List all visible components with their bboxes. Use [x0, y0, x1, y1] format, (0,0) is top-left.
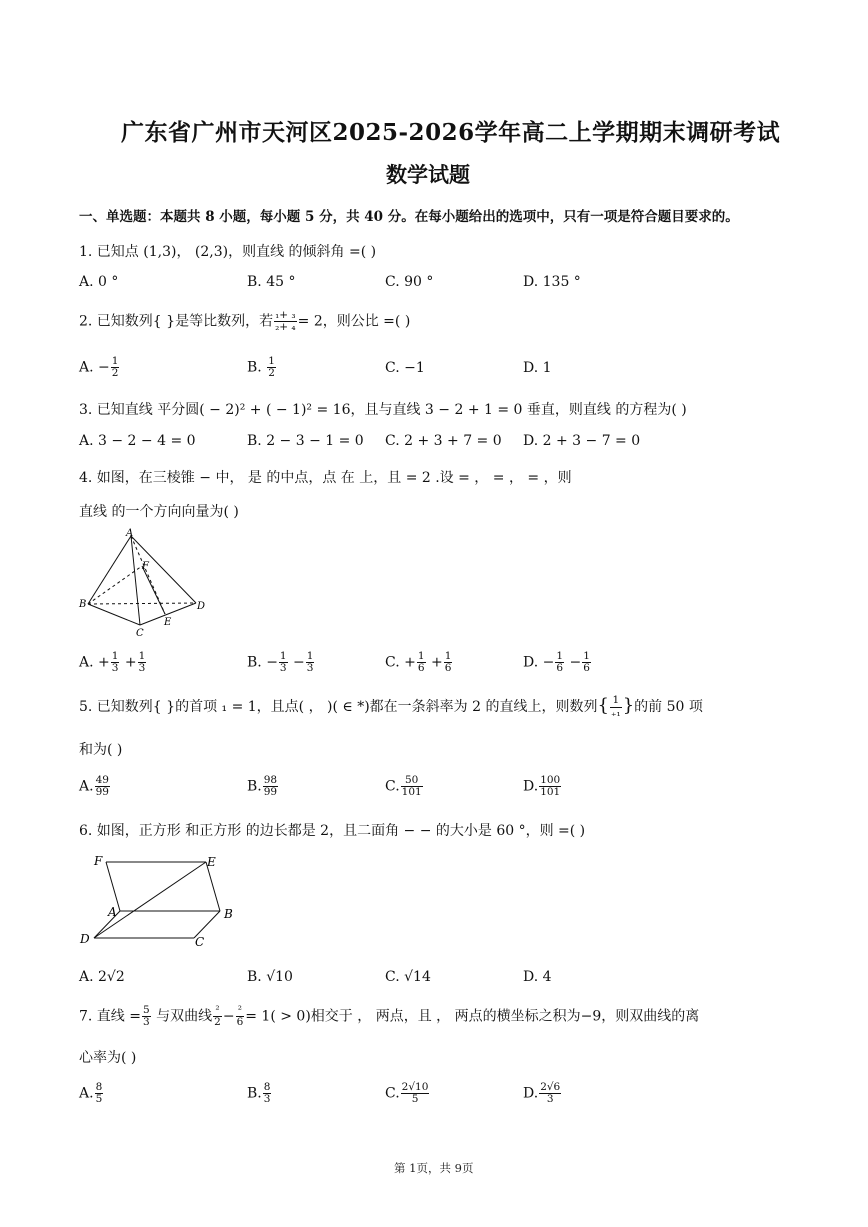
q1-option-d: D. 135 °: [523, 274, 581, 290]
q2-a-prefix: A. −: [79, 359, 110, 376]
q6-label-b: B: [224, 907, 233, 921]
question-3-stem: 3. 已知直线 平分圆( − 2)² + ( − 1)² = 16，且与直线 3 − 2 + 1 = 0 垂直，则直线 的方程为( ): [79, 402, 687, 418]
question-6-stem: 6. 如图，正方形 和正方形 的边长都是 2，且二面角 − − 的大小是 60 °，则 =( ): [79, 823, 586, 839]
q2-option-a: [79, 356, 120, 379]
q1-option-c: C. 90 °: [385, 274, 434, 290]
q6-option-b: B. √10: [247, 969, 293, 985]
q7-hyp-frac2: [236, 1005, 245, 1028]
q6-label-c: C: [195, 935, 205, 949]
q4-b-den1: 3: [279, 662, 287, 675]
q1-option-a: A. 0 °: [79, 274, 119, 290]
q4-a-num1: 1: [111, 650, 119, 662]
q7-c-prefix: C.: [385, 1085, 400, 1102]
q4-c-den1: 6: [417, 662, 425, 675]
q5-option-b: [247, 775, 279, 798]
q7-b-den: 3: [263, 1093, 271, 1106]
q5-d-num: 100: [540, 774, 561, 786]
question-7-stem-line2: 心率为( ): [79, 1050, 137, 1066]
q5-a-den: 99: [95, 786, 109, 799]
q2-a-fraction: [111, 356, 120, 379]
q7-stem-1c: −: [222, 1008, 235, 1025]
q5-option-c: [385, 775, 424, 798]
q4-c-prefix: C. +: [385, 654, 416, 671]
question-5-stem-line1: 5. 已知数列{ }的首项 ₁ = 1，且点( ， )( ∈ *)都在一条斜率为 2 的直线上，则数列{ $\frac{1}{\text{₊₁}}$ }的前 50 项: [79, 694, 703, 719]
q4-b-num2: 1: [306, 650, 314, 662]
q4-a-prefix: A. +: [79, 654, 110, 671]
q7-option-b: [247, 1082, 272, 1105]
page-footer: 第 1页，共 9页: [394, 1161, 474, 1175]
q7-a-num: 8: [95, 1081, 103, 1093]
q7-stem-1d: = 1( > 0)相交于 ， 两点，且 ， 两点的横坐标之积为−9，则双曲线的离: [245, 1008, 700, 1025]
q5-c-num: 50: [401, 775, 423, 787]
q4-a-den2: 3: [138, 662, 146, 675]
question-2-stem: [79, 310, 410, 333]
q7-option-d: [523, 1082, 562, 1105]
q7-d-num: 2√6: [540, 1081, 561, 1093]
q2-option-d: D. 1: [523, 360, 552, 376]
q4-d-num2: 1: [583, 650, 590, 662]
question-7-stem-line1: [79, 1005, 699, 1028]
q7-h-den2: 6: [236, 1016, 244, 1029]
q7-c-fraction: [401, 1082, 430, 1105]
q4-a-frac2: [138, 651, 147, 674]
q3-option-a: A. 3 − 2 − 4 = 0: [79, 433, 196, 449]
q5-c-prefix: C.: [385, 778, 400, 795]
q4-option-c: [385, 651, 453, 674]
q4-c-num1: 1: [417, 650, 425, 662]
q2-a-num: 1: [111, 355, 119, 367]
q7-b-fraction: [263, 1082, 272, 1105]
q7-c-num: 2√10: [401, 1081, 429, 1093]
q4-option-a: [79, 651, 147, 674]
q4-b-den2: 3: [306, 662, 314, 675]
q4-label-a: A: [126, 528, 134, 539]
q6-label-f: F: [94, 854, 103, 868]
q6-label-d: D: [80, 932, 90, 946]
q5-frac-den: ₊₁: [610, 706, 621, 719]
q5-a-fraction: [95, 775, 110, 798]
q5-d-fraction: [539, 775, 561, 798]
q5-fraction: [610, 695, 622, 718]
q7-k-den: 3: [143, 1016, 150, 1029]
q7-stem-1b: 与双曲线: [151, 1008, 213, 1025]
q5-b-prefix: B.: [247, 778, 262, 795]
q7-option-a: [79, 1082, 104, 1105]
q4-option-d: [523, 651, 592, 674]
q5-option-d: [523, 775, 562, 798]
question-5-stem-line2: 和为( ): [79, 742, 123, 758]
q7-c-den: 5: [411, 1093, 419, 1106]
q2-stem-a: 2. 已知数列{ }是等比数列，若: [79, 313, 274, 330]
q2-frac-num: ₁+ ₃: [275, 309, 296, 321]
q4-b-frac2: [306, 651, 315, 674]
q2-option-c: C. −1: [385, 360, 425, 376]
q3-option-d: D. 2 + 3 − 7 = 0: [523, 433, 641, 449]
question-1-stem: 1. 已知点 (1,3)， (2,3)，则直线 的倾斜角 =( ): [79, 244, 377, 260]
page-title: 广东省广州市天河区2025-2026学年高二上学期期末调研考试: [121, 119, 781, 146]
q7-b-num: 8: [263, 1081, 271, 1093]
q7-h-den1: 2: [214, 1016, 221, 1029]
q5-c-den: 101: [401, 786, 422, 799]
q4-c-frac2: [444, 651, 453, 674]
q7-d-prefix: D.: [523, 1085, 539, 1102]
q4-label-c: C: [136, 628, 144, 638]
q2-option-b: [247, 356, 277, 379]
q3-option-b: B. 2 − 3 − 1 = 0: [247, 433, 364, 449]
q5-option-a: [79, 775, 111, 798]
q4-a-den1: 3: [111, 662, 119, 675]
q7-b-prefix: B.: [247, 1085, 262, 1102]
q4-d-num1: 1: [556, 650, 564, 662]
q7-hyp-frac1: [213, 1005, 222, 1028]
q6-squares-figure: [78, 850, 238, 950]
q5-d-prefix: D.: [523, 778, 539, 795]
q4-b-prefix: B. −: [247, 654, 278, 671]
q5-b-num: 98: [263, 774, 278, 786]
q5-frac-num: 1: [610, 695, 622, 707]
q4-d-den2: 6: [583, 662, 590, 675]
q7-a-den: 5: [95, 1093, 103, 1106]
q4-d-frac2: [582, 651, 591, 674]
q4-label-e: E: [164, 617, 172, 628]
q4-label-d: D: [197, 601, 206, 612]
q7-a-fraction: [95, 1082, 104, 1105]
page-subtitle: 数学试题: [386, 162, 470, 187]
q4-b-frac1: [279, 651, 288, 674]
q2-b-num: 1: [268, 355, 275, 367]
q5-c-fraction: [401, 775, 423, 798]
q5-b-den: 99: [263, 786, 278, 799]
q7-a-prefix: A.: [79, 1085, 94, 1102]
q4-d-frac1: [555, 651, 564, 674]
q6-label-e: E: [207, 855, 216, 869]
q2-a-den: 2: [111, 367, 119, 380]
q4-label-b: B: [79, 599, 87, 610]
q3-option-c: C. 2 + 3 + 7 = 0: [385, 433, 502, 449]
question-4-stem-line2: 直线 的一个方向向量为( ): [79, 504, 239, 520]
q4-a-frac1: [111, 651, 120, 674]
q7-h-num1: ²: [213, 1005, 222, 1017]
q6-label-a: A: [108, 905, 117, 919]
q4-d-mid: −: [565, 654, 582, 671]
q6-option-a: A. 2√2: [79, 969, 125, 985]
q4-c-num2: 1: [444, 650, 452, 662]
q4-a-mid: +: [120, 654, 137, 671]
q2-b-prefix: B.: [247, 359, 267, 376]
q5-a-num: 49: [95, 774, 109, 786]
q2-b-fraction: [267, 356, 276, 379]
q5-stem-1: 5. 已知数列{ }的首项 ₁ = 1，且点( ， )( ∈ *)都在一条斜率为 2 的直线上，则数列: [79, 699, 598, 715]
q5-d-den: 101: [540, 786, 561, 799]
q4-b-mid: −: [288, 654, 305, 671]
q7-stem-1a: 7. 直线 =: [79, 1008, 141, 1025]
q7-d-fraction: [539, 1082, 561, 1105]
q4-d-den1: 6: [556, 662, 564, 675]
q2-b-den: 2: [268, 367, 275, 380]
section-heading: 一、单选题：本题共 8 小题，每小题 5 分，共 40 分。在每小题给出的选项中，只有一项是符合题目要求的。: [79, 209, 739, 225]
q6-option-d: D. 4: [523, 969, 552, 985]
q4-a-num2: 1: [138, 650, 146, 662]
q4-c-den2: 6: [444, 662, 452, 675]
q7-d-den: 3: [546, 1093, 554, 1106]
q4-tetrahedron-figure: [78, 526, 208, 638]
q4-label-f: F: [142, 561, 149, 572]
q4-c-mid: +: [426, 654, 443, 671]
q4-option-b: [247, 651, 315, 674]
q7-h-num2: ²: [236, 1005, 245, 1017]
q2-fraction: [274, 310, 297, 333]
q1-option-b: B. 45 °: [247, 274, 296, 290]
q2-frac-den: ₂+ ₄: [275, 321, 296, 334]
q4-d-prefix: D. −: [523, 654, 555, 671]
q7-k-num: 5: [143, 1004, 150, 1016]
q4-c-frac1: [417, 651, 426, 674]
q5-a-prefix: A.: [79, 778, 94, 795]
q4-b-num1: 1: [279, 650, 287, 662]
q7-option-c: [385, 1082, 430, 1105]
q2-stem-b: = 2，则公比 =( ): [297, 313, 411, 330]
question-4-stem-line1: 4. 如图，在三棱锥 − 中， 是 的中点，点 在 上，且 = 2 .设 = ， = ， = ，则: [79, 470, 572, 486]
q6-option-c: C. √14: [385, 969, 431, 985]
q7-slope-fraction: [142, 1005, 151, 1028]
q5-stem-1b: 的前 50 项: [634, 699, 703, 715]
q5-b-fraction: [263, 775, 278, 798]
